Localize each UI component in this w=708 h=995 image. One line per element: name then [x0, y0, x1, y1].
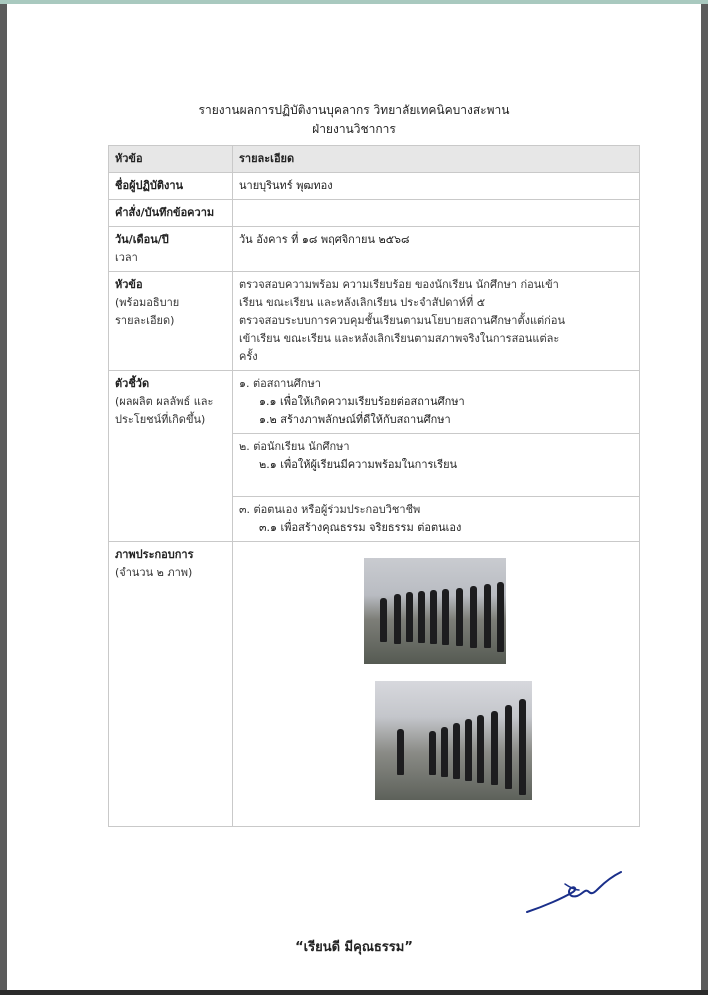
report-title: รายงานผลการปฏิบัติงานบุคลากร วิทยาลัยเทคนิคบางสะพาน — [198, 103, 510, 117]
table-row — [109, 173, 640, 200]
indicator-item: ๓.๑ เพื่อสร้างคุณธรรม จริยธรรม ต่อตนเอง — [259, 521, 462, 534]
indicator-sub-line2: ประโยชน์ที่เกิดขึ้น) — [115, 413, 206, 426]
column-header-topic: หัวข้อ — [109, 146, 233, 173]
indicator-item: ๒.๑ เพื่อให้ผู้เรียนมีความพร้อมในการเรียน — [259, 458, 458, 471]
photos-cell — [233, 542, 640, 827]
table-header-row — [109, 146, 640, 173]
indicator-group-title: ๒. ต่อนักเรียน นักศึกษา — [239, 440, 350, 453]
indicator-item: ๑.๑ เพื่อให้เกิดความเรียบร้อยต่อสถานศึกษา — [259, 395, 465, 408]
table-row — [109, 200, 640, 227]
topic-sub-line1: (พร้อมอธิบาย — [115, 296, 180, 309]
activity-photo-1 — [364, 558, 506, 664]
photos-sub: (จำนวน ๒ ภาพ) — [115, 566, 193, 579]
date-label: วัน/เดือน/ปี — [115, 233, 169, 246]
indicator-group-title: ๑. ต่อสถานศึกษา — [239, 377, 321, 390]
activity-photo-2 — [375, 681, 532, 800]
order-value — [233, 200, 640, 227]
table-row — [109, 542, 640, 827]
topic-line: เรียน ขณะเรียน และหลังเลิกเรียน ประจำสัปดาห์ที่ ๕ — [239, 296, 486, 309]
column-header-detail: รายละเอียด — [233, 146, 640, 173]
table-row — [109, 371, 640, 434]
order-label: คำสั่ง/บันทึกข้อความ — [115, 206, 215, 219]
report-table — [108, 145, 640, 827]
topic-line: เข้าเรียน ขณะเรียน และหลังเลิกเรียนตามสภาพจริงในการสอนแต่ละ — [239, 332, 560, 345]
indicator-label: ตัวชี้วัด — [115, 377, 150, 390]
topic-detail — [233, 272, 640, 371]
table-row — [109, 227, 640, 272]
signature — [525, 862, 625, 922]
indicator-item: ๑.๒ สร้างภาพลักษณ์ที่ดีให้กับสถานศึกษา — [259, 413, 451, 426]
topic-line: ตรวจสอบความพร้อม ความเรียบร้อย ของนักเรียน นักศึกษา ก่อนเข้า — [239, 278, 559, 291]
topic-line: ตรวจสอบระบบการควบคุมชั้นเรียนตามนโยบายสถานศึกษาตั้งแต่ก่อน — [239, 314, 565, 327]
indicator-group-1 — [233, 371, 640, 434]
photos-label: ภาพประกอบการ — [115, 548, 194, 561]
viewer-bottom-border — [0, 990, 708, 995]
indicator-group-3 — [233, 497, 640, 542]
indicator-group-2 — [233, 434, 640, 497]
indicator-sub-line1: (ผลผลิต ผลลัพธ์ และ — [115, 395, 214, 408]
performer-label: ชื่อผู้ปฏิบัติงาน — [115, 179, 184, 192]
performer-value: นายบุรินทร์ พุฒทอง — [233, 173, 640, 200]
table-row — [109, 272, 640, 371]
date-value: วัน อังคาร ที่ ๑๘ พฤศจิกายน ๒๕๖๘ — [233, 227, 640, 272]
time-label: เวลา — [115, 251, 138, 264]
topic-sub-line2: รายละเอียด) — [115, 314, 175, 327]
topic-line: ครั้ง — [239, 350, 258, 363]
motto: “เรียนดี มีคุณธรรม” — [295, 940, 413, 955]
document-page — [7, 4, 701, 990]
indicator-group-title: ๓. ต่อตนเอง หรือผู้ร่วมประกอบวิชาชีพ — [239, 503, 421, 516]
topic-label: หัวข้อ — [115, 278, 143, 291]
report-subtitle: ฝ่ายงานวิชาการ — [312, 122, 396, 136]
